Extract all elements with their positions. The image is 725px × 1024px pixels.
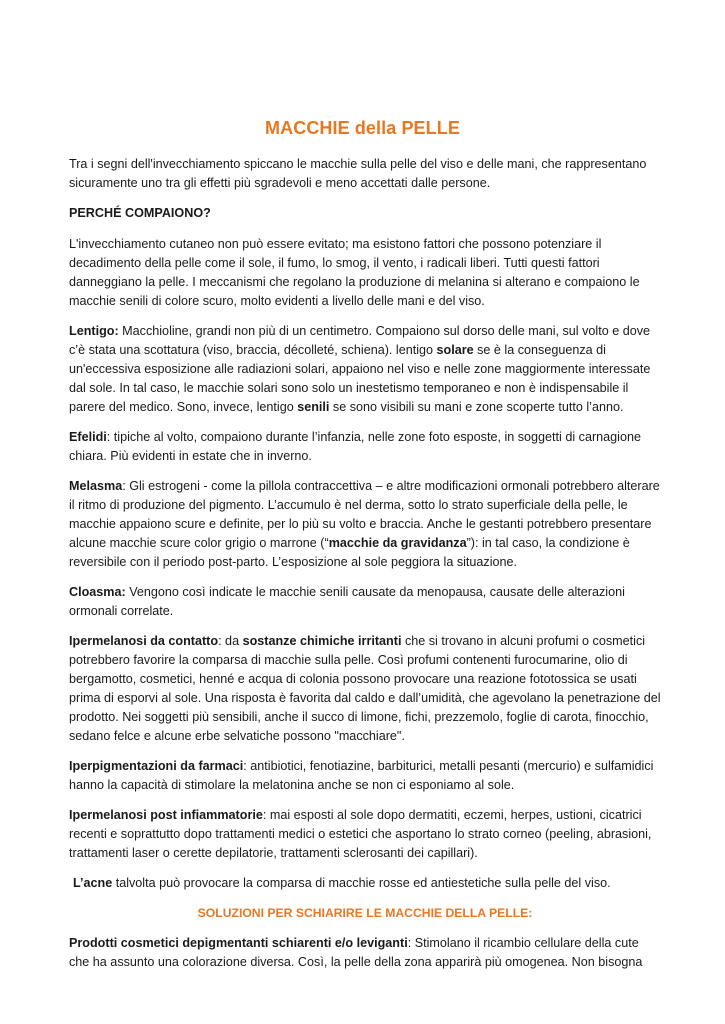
prodotti-text: : Stimolano il ricambio cellulare della cute che ha assunto una colorazione diversa. Così, la pelle della zona apparirà più omogenea. Non bisogna xyxy=(69,936,643,969)
sostanze-chimiche: sostanze chimiche irritanti xyxy=(242,634,402,648)
document-title: MACCHIE della PELLE xyxy=(265,118,460,138)
melasma-text-1: : Gli estrogeni - come la pillola contraccettiva – e altre modificazioni ormonali potrebbero alterare il ritmo di produzione del pigmento. L’accumulo è nel derma, sotto lo strato superficiale della pelle, le macchie appaiono scure e definite, per lo più su volto e braccia. Anche le gestanti potrebbero presentare alcune macchie scure color grigio o marrone (“ xyxy=(69,479,660,550)
iperpigmentazioni-text: : antibiotici, fenotiazine, barbiturici, metalli pesanti (mercurio) e sulfamidici hanno la capacità di stimolare la melatonina anche se non ci esponiamo al sole. xyxy=(69,759,654,792)
efelidi-label: Efelidi xyxy=(69,430,107,444)
iperpigmentazioni-paragraph xyxy=(69,757,661,795)
acne-paragraph xyxy=(69,874,661,893)
lentigo-solare: solare xyxy=(436,343,474,357)
cloasma-text: Vengono così indicate le macchie senili causate da menopausa, causate delle alterazioni ormonali correlate. xyxy=(69,585,625,618)
lentigo-text-1: Macchioline, grandi non più di un centimetro. Compaiono sul dorso delle mani, sul volto e dove c’è stata una scottatura (viso, braccia, décolleté, schiena). lentigo xyxy=(69,324,651,357)
intro-paragraph: Tra i segni dell'invecchiamento spiccano le macchie sulla pelle del viso e delle mani, che rappresentano sicuramente uno tra gli effetti più sgradevoli e meno accettati dalle persone. xyxy=(69,157,647,190)
cloasma-label: Cloasma: xyxy=(69,585,126,599)
ipermelanosi-contatto-paragraph xyxy=(69,632,661,746)
prodotti-label: Prodotti cosmetici depigmentanti schiarenti e/o leviganti xyxy=(69,936,408,950)
lentigo-paragraph xyxy=(69,322,661,417)
lentigo-text-2: se è la conseguenza di un'eccessiva esposizione alle radiazioni solari, appaiono nel viso e nelle zone maggiormente interessate dal sole. In tal caso, le macchie solari sono solo un inestetismo temporaneo e non è indispensabile il parere del medico. Sono, invece, lentigo xyxy=(69,343,651,414)
ipermelanosi-post-label: Ipermelanosi post infiammatorie xyxy=(69,808,263,822)
why-paragraph: L'invecchiamento cutaneo non può essere evitato; ma esistono fattori che possono potenziare il decadimento della pelle come il sole, il fumo, lo smog, il vento, i radicali liberi. Tutti questi fattori danneggiano la pelle. I meccanismi che regolano la produzione di melanina si alterano e compaiono le macchie senili di colore scuro, molto evidenti a livello delle mani e del viso. xyxy=(69,237,640,308)
melasma-gravidanza: macchie da gravidanza xyxy=(328,536,467,550)
efelidi-paragraph xyxy=(69,428,661,466)
ipermelanosi-contatto-text-1: : da xyxy=(218,634,243,648)
why-heading-text: PERCHÉ COMPAIONO? xyxy=(69,206,211,220)
acne-label: L’acne xyxy=(73,876,113,890)
ipermelanosi-contatto-label: Ipermelanosi da contatto xyxy=(69,634,219,648)
solutions-heading: SOLUZIONI PER SCHIARIRE LE MACCHIE DELLA PELLE: xyxy=(197,906,533,920)
lentigo-senili: senili xyxy=(297,400,330,414)
why-heading xyxy=(69,204,661,223)
melasma-label: Melasma xyxy=(69,479,123,493)
lentigo-text-3: se sono visibili su mani e zone scoperte tutto l’anno. xyxy=(329,400,624,414)
prodotti-paragraph xyxy=(69,934,661,972)
acne-text: talvolta può provocare la comparsa di macchie rosse ed antiestetiche sulla pelle del viso. xyxy=(112,876,611,890)
ipermelanosi-post-paragraph xyxy=(69,806,661,863)
ipermelanosi-post-text: : mai esposti al sole dopo dermatiti, eczemi, herpes, ustioni, cicatrici recenti e soprattutto dopo trattamenti medici o estetici che asportano lo strato corneo (peeling, abrasioni, trattamenti laser o cerette depilatorie, trattamenti sclerosanti dei capillari). xyxy=(69,808,652,860)
efelidi-text: : tipiche al volto, compaiono durante l’infanzia, nelle zone foto esposte, in soggetti di carnagione chiara. Più evidenti in estate che in inverno. xyxy=(69,430,641,463)
cloasma-paragraph xyxy=(69,583,661,621)
iperpigmentazioni-label: Iperpigmentazioni da farmaci xyxy=(69,759,244,773)
melasma-text-2: ”): in tal caso, la condizione è reversibile con il periodo post-parto. L’esposizione al sole peggiora la situazione. xyxy=(69,536,630,569)
document-body xyxy=(69,155,661,983)
melasma-paragraph xyxy=(69,477,661,572)
lentigo-label: Lentigo: xyxy=(69,324,119,338)
ipermelanosi-contatto-text-2: che si trovano in alcuni profumi o cosmetici potrebbero favorire la comparsa di macchie sulla pelle. Così profumi contenenti furocumarine, olio di bergamotto, cosmetici, henné e acqua di colonia possono provocare una reazione fototossica se usati prima di esporvi al sole. Una risposta è favorita dal caldo e dall’umidità, che agevolano la penetrazione del prodotto. Nei soggetti più sensibili, anche il succo di limone, fichi, prezzemolo, foglie di carota, finocchio, sedano felce e alcune erbe selvatiche possono "macchiare". xyxy=(69,634,661,743)
